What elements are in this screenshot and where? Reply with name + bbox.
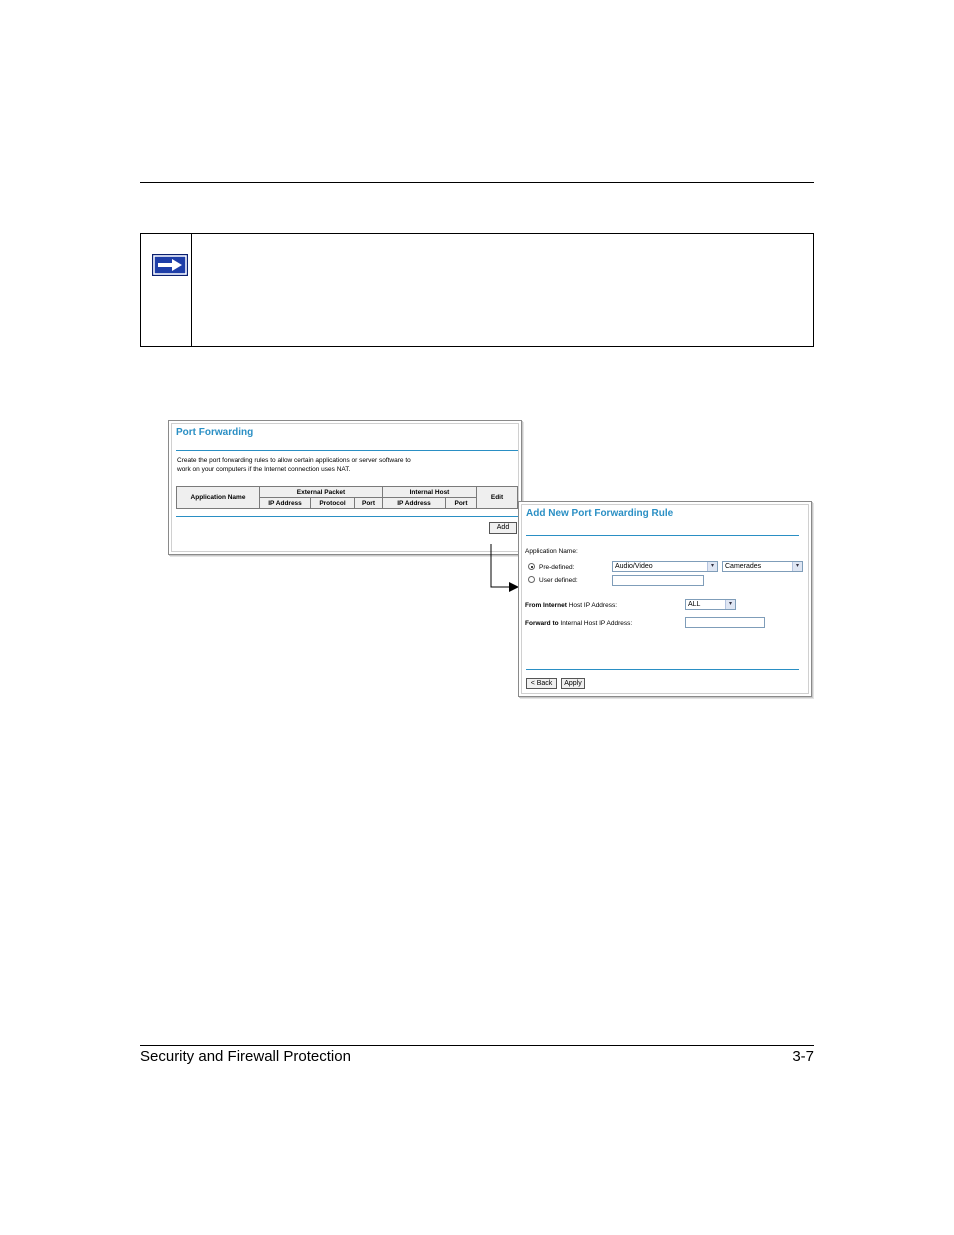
forward-label — [525, 619, 632, 628]
col-protocol: Protocol — [311, 498, 355, 509]
predefined-radio[interactable] — [528, 563, 535, 570]
group-internal-host: Internal Host — [383, 487, 477, 498]
add-rule-frame — [521, 504, 809, 694]
internal-host-ip-input[interactable] — [685, 617, 765, 628]
footer-section-title: Security and Firewall Protection — [140, 1048, 351, 1065]
col-external-ip-address: IP Address — [260, 498, 311, 509]
add-rule-bottom-separator — [526, 669, 799, 670]
port-forwarding-table — [176, 486, 518, 509]
from-host-label-bold: From Internet — [525, 602, 567, 609]
add-rule-window — [518, 501, 812, 697]
port-forwarding-title: Port Forwarding — [176, 427, 254, 438]
port-forwarding-window — [168, 420, 522, 555]
user-defined-radio[interactable] — [528, 576, 535, 583]
right-arrow-note-icon — [152, 254, 188, 276]
title-separator — [176, 450, 518, 451]
predefined-select-2-value: Camerades — [725, 563, 762, 570]
forward-label-bold: Forward to — [525, 620, 559, 627]
predefined-select[interactable] — [612, 561, 718, 572]
add-button[interactable]: Add — [489, 522, 517, 534]
note-box — [140, 233, 814, 347]
from-host-label-rest: Host IP Address: — [568, 602, 618, 609]
from-host-label — [525, 601, 617, 610]
add-rule-title-separator — [526, 535, 799, 536]
col-application-name: Application Name — [177, 487, 260, 509]
user-defined-input[interactable] — [612, 575, 704, 586]
note-divider — [191, 234, 192, 346]
application-name-label: Application Name: — [525, 548, 578, 555]
user-defined-label: User defined: — [539, 577, 578, 584]
col-internal-ip-address: IP Address — [383, 498, 446, 509]
chevron-down-icon: ▾ — [725, 600, 735, 609]
group-external-packet: External Packet — [260, 487, 383, 498]
back-button[interactable]: < Back — [526, 678, 557, 689]
header-rule — [140, 182, 814, 183]
apply-button[interactable]: Apply — [561, 678, 585, 689]
col-edit: Edit — [477, 487, 518, 509]
chevron-down-icon: ▾ — [792, 562, 802, 571]
col-external-port: Port — [355, 498, 383, 509]
predefined-select-2[interactable] — [722, 561, 803, 572]
predefined-label: Pre-defined: — [539, 564, 575, 571]
table-separator — [176, 516, 518, 517]
forward-label-rest: Internal Host IP Address: — [560, 620, 633, 627]
add-rule-title: Add New Port Forwarding Rule — [526, 508, 674, 519]
col-internal-port: Port — [446, 498, 477, 509]
description-line-2: work on your computers if the Internet connection uses NAT. — [177, 466, 351, 473]
description-line-1: Create the port forwarding rules to allow certain applications or server software to — [177, 457, 411, 464]
footer-rule — [140, 1045, 814, 1046]
footer-page-number: 3-7 — [792, 1048, 814, 1065]
predefined-select-value: Audio/Video — [615, 563, 653, 570]
chevron-down-icon: ▾ — [707, 562, 717, 571]
from-host-select[interactable] — [685, 599, 736, 610]
from-host-select-value: ALL — [688, 601, 701, 608]
